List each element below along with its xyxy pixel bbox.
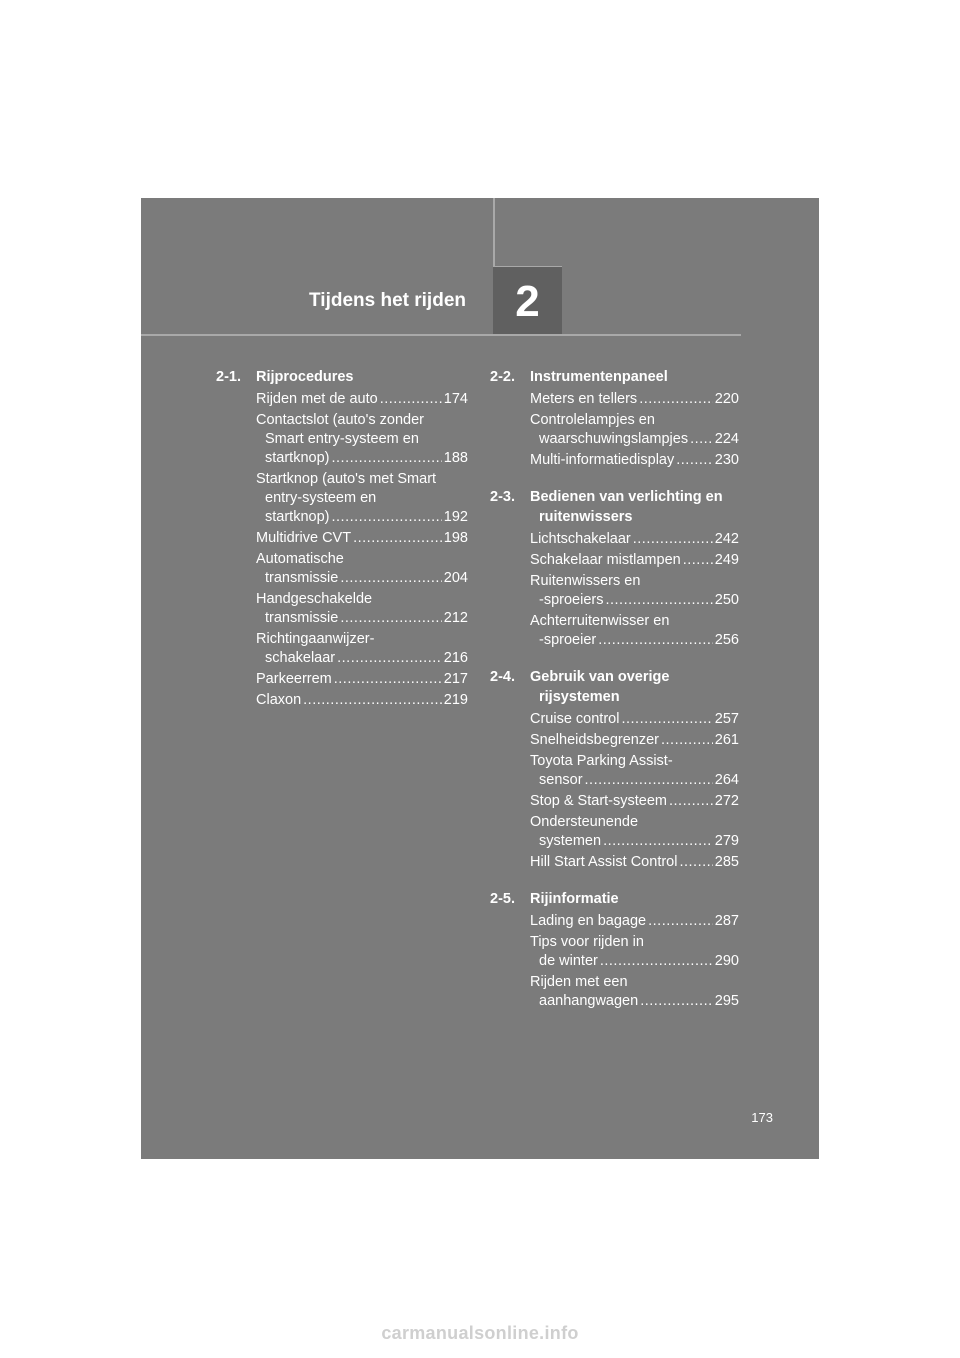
entry-label: systemen [539, 833, 602, 849]
toc-entry[interactable] [256, 550, 468, 588]
toc-entry[interactable] [256, 390, 468, 409]
toc-entry[interactable] [530, 853, 739, 872]
entry-label: Snelheidsbegrenzer [530, 732, 659, 748]
entry-page-number: 216 [443, 650, 468, 666]
dot-leader [648, 912, 713, 931]
toc-entry[interactable] [530, 933, 739, 971]
section-title [256, 367, 468, 387]
entry-page-number: 279 [714, 833, 739, 849]
section-title-line: Rijprocedures [256, 369, 354, 385]
section-heading [490, 889, 739, 909]
section-number: 2-1. [216, 369, 241, 385]
page-number: 173 [751, 1110, 773, 1125]
toc-section [490, 667, 739, 872]
dot-leader [683, 551, 713, 570]
dot-leader [605, 591, 712, 610]
entry-label: Stop & Start-systeem [530, 793, 667, 809]
watermark-text: carmanualsonline.info [381, 1323, 579, 1343]
toc-left-column [216, 367, 468, 727]
entry-label: -sproeiers [539, 592, 604, 608]
toc-entry[interactable] [530, 973, 739, 1011]
section-title [530, 889, 739, 909]
section-heading [490, 367, 739, 387]
dot-leader [669, 792, 713, 811]
section-number: 2-3. [490, 489, 515, 505]
entry-last-line [256, 670, 468, 689]
dot-leader [340, 609, 441, 628]
entry-label-line: Contactslot (auto's zonder [256, 412, 424, 428]
section-title-line: rijsystemen [539, 689, 620, 705]
entry-last-line [256, 609, 468, 628]
entry-label-line: Startknop (auto's met Smart [256, 471, 437, 487]
entry-last-line [530, 992, 739, 1011]
dot-leader [340, 569, 441, 588]
toc-entry[interactable] [530, 411, 739, 449]
entry-page-number: 220 [714, 391, 739, 407]
entry-page-number: 264 [714, 772, 739, 788]
toc-entry[interactable] [530, 551, 739, 570]
entry-label: schakelaar [265, 650, 336, 666]
section-title-line: Instrumentenpaneel [530, 369, 668, 385]
entry-label-line: Achterruitenwisser en [530, 613, 670, 629]
entry-page-number: 249 [714, 552, 739, 568]
entry-label-line: Controlelampjes en [530, 412, 655, 428]
toc-section [490, 889, 739, 1011]
entry-label-line: Handgeschakelde [256, 591, 373, 607]
toc-section [490, 487, 739, 650]
entry-last-line [530, 551, 739, 570]
entry-label: Rijden met de auto [256, 391, 378, 407]
entry-label: Parkeerrem [256, 671, 332, 687]
entry-page-number: 261 [714, 732, 739, 748]
entry-last-line [530, 631, 739, 650]
toc-section [490, 367, 739, 470]
entry-label: transmissie [265, 610, 339, 626]
section-title-line: ruitenwissers [539, 509, 633, 525]
dot-leader [603, 832, 713, 851]
dot-leader [303, 691, 442, 710]
dot-leader [598, 631, 713, 650]
entry-last-line [530, 591, 739, 610]
entry-last-line [530, 430, 739, 449]
section-heading [490, 487, 739, 527]
entry-last-line [530, 832, 739, 851]
section-title [530, 367, 739, 387]
entry-label: Lichtschakelaar [530, 531, 631, 547]
toc-entry[interactable] [530, 451, 739, 470]
header-divider-horizontal [141, 334, 741, 336]
entry-label: aanhangwagen [539, 993, 639, 1009]
entry-last-line [530, 710, 739, 729]
entry-label: Schakelaar mistlampen [530, 552, 681, 568]
entry-last-line [256, 508, 468, 527]
section-title-line: Bedienen van verlichting en [530, 489, 723, 505]
toc-entry[interactable] [530, 731, 739, 750]
dot-leader [639, 390, 713, 409]
section-number: 2-2. [490, 369, 515, 385]
toc-entry[interactable] [530, 710, 739, 729]
entry-label: waarschuwingslampjes [539, 431, 689, 447]
entry-label: Hill Start Assist Control [530, 854, 678, 870]
chapter-contents-panel [141, 198, 819, 1159]
dot-leader [334, 670, 442, 689]
entry-last-line [530, 731, 739, 750]
dot-leader [690, 430, 713, 449]
section-title [530, 667, 739, 707]
chapter-title: Tijdens het rijden [309, 290, 466, 311]
toc-entry[interactable] [256, 590, 468, 628]
toc-entry[interactable] [256, 691, 468, 710]
section-heading [216, 367, 468, 387]
entry-page-number: 242 [714, 531, 739, 547]
entry-page-number: 192 [443, 509, 468, 525]
entry-last-line [530, 853, 739, 872]
entry-last-line [256, 569, 468, 588]
toc-entry[interactable] [530, 530, 739, 549]
dot-leader [585, 771, 713, 790]
entry-label: startknop) [265, 450, 330, 466]
dot-leader [679, 853, 712, 872]
entry-page-number: 198 [443, 530, 468, 546]
dot-leader [331, 508, 441, 527]
entry-page-number: 188 [443, 450, 468, 466]
entry-last-line [256, 390, 468, 409]
entry-page-number: 256 [714, 632, 739, 648]
entry-page-number: 219 [443, 692, 468, 708]
dot-leader [331, 449, 441, 468]
dot-leader [676, 451, 713, 470]
entry-last-line [530, 952, 739, 971]
entry-label-line: Ondersteunende [530, 814, 639, 830]
toc-entry[interactable] [256, 470, 468, 527]
dot-leader [600, 952, 713, 971]
header-divider-vertical [493, 198, 495, 266]
entry-label: Multidrive CVT [256, 530, 352, 546]
entry-label-line: Tips voor rijden in [530, 934, 644, 950]
entry-label-line: Richtingaanwijzer- [256, 631, 375, 647]
entry-page-number: 230 [714, 452, 739, 468]
entry-label: Meters en tellers [530, 391, 638, 407]
entry-label-line: Ruitenwissers en [530, 573, 641, 589]
dot-leader [353, 529, 442, 548]
toc-entry[interactable] [530, 572, 739, 610]
entry-page-number: 250 [714, 592, 739, 608]
dot-leader [661, 731, 713, 750]
entry-label: Lading en bagage [530, 913, 647, 929]
entry-last-line [256, 449, 468, 468]
entry-label-line: entry-systeem en [265, 490, 377, 506]
dot-leader [633, 530, 713, 549]
entry-page-number: 174 [443, 391, 468, 407]
entry-page-number: 204 [443, 570, 468, 586]
entry-label: de winter [539, 953, 598, 969]
toc-entry[interactable] [530, 752, 739, 790]
entry-page-number: 257 [714, 711, 739, 727]
entry-last-line [530, 530, 739, 549]
toc-entry[interactable] [256, 529, 468, 548]
dot-leader [640, 992, 713, 1011]
entry-label-line: Toyota Parking Assist- [530, 753, 673, 769]
section-title-line: Rijinformatie [530, 891, 619, 907]
toc-entry[interactable] [530, 813, 739, 851]
entry-page-number: 295 [714, 993, 739, 1009]
entry-page-number: 224 [714, 431, 739, 447]
entry-label-line: Automatische [256, 551, 344, 567]
entry-label: transmissie [265, 570, 339, 586]
entry-last-line [256, 529, 468, 548]
dot-leader [337, 649, 442, 668]
entry-last-line [530, 390, 739, 409]
entry-label: Multi-informatiedisplay [530, 452, 675, 468]
entry-label: Cruise control [530, 711, 620, 727]
entry-page-number: 217 [443, 671, 468, 687]
toc-section [216, 367, 468, 710]
entry-page-number: 212 [443, 610, 468, 626]
section-number: 2-5. [490, 891, 515, 907]
section-number: 2-4. [490, 669, 515, 685]
entry-label: sensor [539, 772, 583, 788]
toc-entry[interactable] [256, 630, 468, 668]
entry-last-line [256, 649, 468, 668]
entry-label: -sproeier [539, 632, 597, 648]
toc-right-column [490, 367, 739, 1028]
entry-last-line [530, 912, 739, 931]
entry-page-number: 272 [714, 793, 739, 809]
toc-entry[interactable] [256, 670, 468, 689]
entry-page-number: 285 [714, 854, 739, 870]
entry-last-line [530, 451, 739, 470]
entry-label: startknop) [265, 509, 330, 525]
dot-leader [380, 390, 442, 409]
entry-last-line [530, 792, 739, 811]
entry-label-line: Rijden met een [530, 974, 628, 990]
entry-last-line [530, 771, 739, 790]
toc-entry[interactable] [256, 411, 468, 468]
dot-leader [621, 710, 712, 729]
entry-label-line: Smart entry-systeem en [265, 431, 419, 447]
section-heading [490, 667, 739, 707]
entry-page-number: 287 [714, 913, 739, 929]
section-title-line: Gebruik van overige [530, 669, 670, 685]
toc-entry[interactable] [530, 390, 739, 409]
entry-label: Claxon [256, 692, 302, 708]
toc-entry[interactable] [530, 612, 739, 650]
chapter-number-box: 2 [493, 266, 562, 336]
entry-last-line [256, 691, 468, 710]
toc-entry[interactable] [530, 912, 739, 931]
toc-entry[interactable] [530, 792, 739, 811]
section-title [530, 487, 739, 527]
entry-page-number: 290 [714, 953, 739, 969]
